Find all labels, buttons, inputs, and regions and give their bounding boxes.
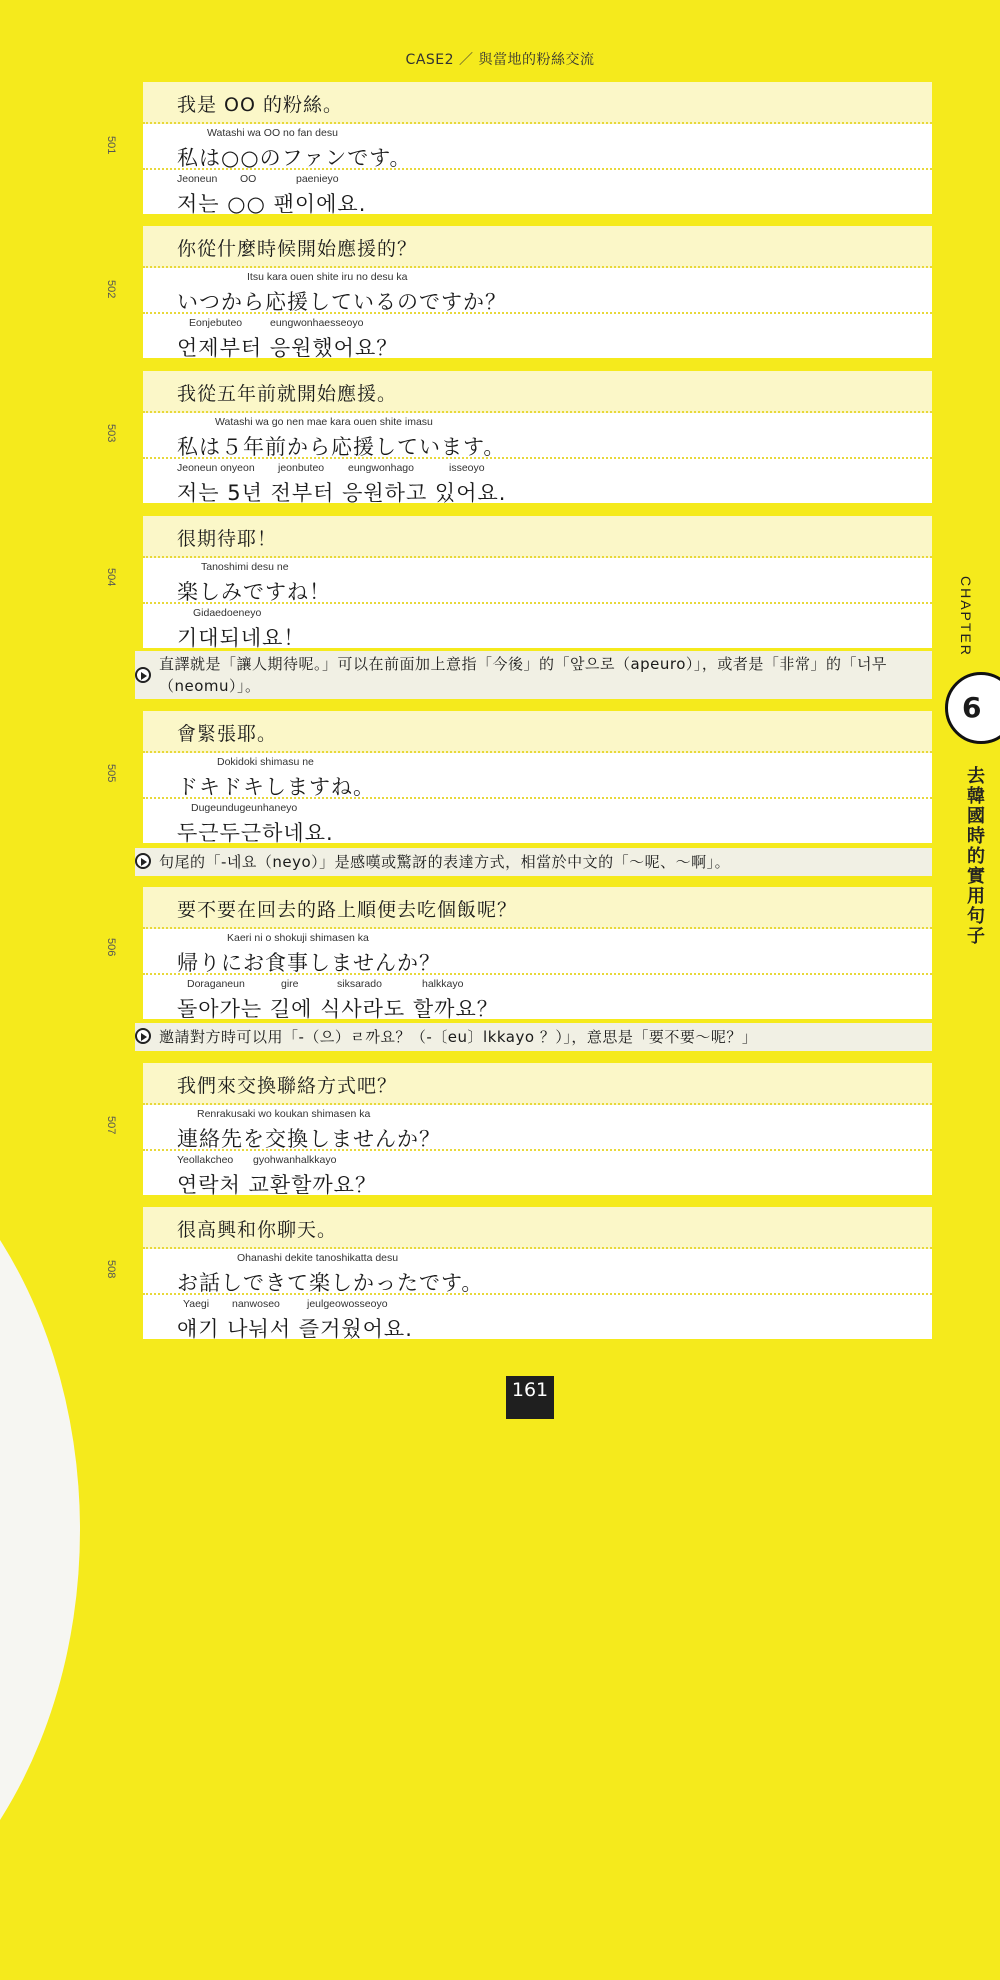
korean-romanization: Yeollakcheo xyxy=(177,1154,234,1166)
korean-romanization: halkkayo xyxy=(422,978,464,990)
chapter-title: 去韓國時的實用句子 xyxy=(964,766,985,946)
korean-romanization: nanwoseo xyxy=(232,1298,280,1310)
korean-romanization: Dugeundugeunhaneyo xyxy=(191,802,298,814)
chapter-badge xyxy=(945,672,1000,744)
korean-romanization: Jeoneun xyxy=(177,173,218,185)
korean-romanization: eungwonhago xyxy=(348,462,414,474)
japanese-phrase: 連絡先を交換しませんか？ xyxy=(177,1127,441,1151)
korean-phrase: 돌아가는 길에 식사라도 할까요？ xyxy=(177,997,499,1021)
entry-number: 508 xyxy=(105,1260,117,1279)
entry-number: 502 xyxy=(105,280,117,299)
korean-romanization: isseoyo xyxy=(449,462,485,474)
entry-number: 503 xyxy=(105,424,117,443)
phrase-card-506 xyxy=(143,887,932,1019)
chinese-phrase: 你從什麼時候開始應援的？ xyxy=(177,238,418,260)
chinese-phrase: 要不要在回去的路上順便去吃個飯呢？ xyxy=(177,899,518,921)
japanese-phrase: 楽しみですね！ xyxy=(177,580,331,604)
korean-romanization: Gidaedoeneyo xyxy=(193,607,262,619)
japanese-phrase: いつから応援しているのですか？ xyxy=(177,290,507,314)
note-text: 句尾的「-네요（neyo）」是感嘆或驚訝的表達方式，相當於中文的「～呢、～啊」。 xyxy=(159,853,731,871)
japanese-romanization: Tanoshimi desu ne xyxy=(201,561,289,573)
korean-phrase: 연락처 교환할까요？ xyxy=(177,1173,377,1197)
japanese-romanization: Ohanashi dekite tanoshikatta desu xyxy=(237,1252,399,1264)
chinese-phrase: 我從五年前就開始應援。 xyxy=(177,383,398,405)
play-icon xyxy=(135,1028,151,1044)
korean-phrase: 얘기 나눠서 즐거웠어요. xyxy=(177,1317,413,1341)
phrase-card-501 xyxy=(143,82,932,214)
korean-romanization: gyohwanhalkkayo xyxy=(253,1154,337,1166)
japanese-phrase: 帰りにお食事しませんか？ xyxy=(177,951,441,975)
korean-romanization: paenieyo xyxy=(296,173,339,185)
running-header: CASE2 ／ 與當地的粉絲交流 xyxy=(405,52,595,68)
entry-number: 501 xyxy=(105,136,117,155)
korean-romanization: jeonbuteo xyxy=(278,462,325,474)
phrase-card-505 xyxy=(143,711,932,843)
japanese-romanization: Watashi wa OO no fan desu xyxy=(207,127,338,139)
chinese-phrase: 我們來交換聯絡方式吧？ xyxy=(177,1075,398,1097)
japanese-phrase: お話しできて楽しかったです。 xyxy=(177,1271,484,1295)
korean-romanization: Eonjebuteo xyxy=(189,317,243,329)
phrase-card-507 xyxy=(143,1063,932,1195)
korean-romanization: eungwonhaesseoyo xyxy=(270,317,364,329)
korean-phrase: 두근두근하네요. xyxy=(177,821,334,845)
korean-phrase: 저는 5년 전부터 응원하고 있어요. xyxy=(177,481,507,505)
japanese-phrase: 私は○○のファンです。 xyxy=(177,146,412,170)
korean-romanization: siksarado xyxy=(337,978,382,990)
japanese-romanization: Dokidoki shimasu ne xyxy=(217,756,314,768)
korean-phrase: 저는 ○○ 팬이에요. xyxy=(177,192,367,216)
entry-number: 504 xyxy=(105,568,117,587)
chinese-phrase: 我是 OO 的粉絲。 xyxy=(177,94,343,116)
background-curve xyxy=(0,1080,80,1980)
phrase-card-503 xyxy=(143,371,932,503)
phrase-card-504 xyxy=(143,516,932,648)
korean-romanization: Jeoneun onyeon xyxy=(177,462,255,474)
entry-number: 507 xyxy=(105,1116,117,1135)
korean-romanization: OO xyxy=(240,173,257,185)
phrase-card-502 xyxy=(143,226,932,358)
usage-note xyxy=(135,651,932,699)
korean-romanization: gire xyxy=(281,978,299,990)
korean-romanization: Yaegi xyxy=(183,1298,210,1310)
chinese-phrase: 很高興和你聊天。 xyxy=(177,1219,338,1241)
korean-romanization: Doraganeun xyxy=(187,978,245,990)
korean-phrase: 기대되네요！ xyxy=(177,626,306,650)
entry-number: 506 xyxy=(105,938,117,957)
chapter-number: 6 xyxy=(962,691,982,724)
play-icon xyxy=(135,667,151,683)
japanese-romanization: Renrakusaki wo koukan shimasen ka xyxy=(197,1108,371,1120)
japanese-romanization: Kaeri ni o shokuji shimasen ka xyxy=(227,932,369,944)
phrase-card-508 xyxy=(143,1207,932,1339)
note-text: 邀請對方時可以用「-（으）ㄹ까요？（-〔eu〕lkkayo ？）」，意思是「要不要～呢？」 xyxy=(159,1028,758,1046)
play-icon xyxy=(135,853,151,869)
korean-phrase: 언제부터 응원했어요？ xyxy=(177,336,399,360)
note-text: 直譯就是「讓人期待呢。」可以在前面加上意指「今後」的「앞으로（apeuro）」，或者是「非常」的「너무（neomu）」。 xyxy=(159,655,887,695)
entry-number: 505 xyxy=(105,764,117,783)
japanese-phrase: 私は５年前から応援しています。 xyxy=(177,435,506,459)
chinese-phrase: 會緊張耶。 xyxy=(177,723,278,745)
page-number: 161 xyxy=(506,1376,554,1419)
japanese-phrase: ドキドキしますね。 xyxy=(177,775,375,799)
chapter-label: CHAPTER xyxy=(958,576,974,657)
korean-romanization: jeulgeowosseoyo xyxy=(307,1298,388,1310)
chinese-phrase: 很期待耶！ xyxy=(177,528,278,550)
usage-note xyxy=(135,848,932,876)
japanese-romanization: Itsu kara ouen shite iru no desu ka xyxy=(247,271,408,283)
usage-note xyxy=(135,1023,932,1051)
japanese-romanization: Watashi wa go nen mae kara ouen shite imasu xyxy=(215,416,433,428)
